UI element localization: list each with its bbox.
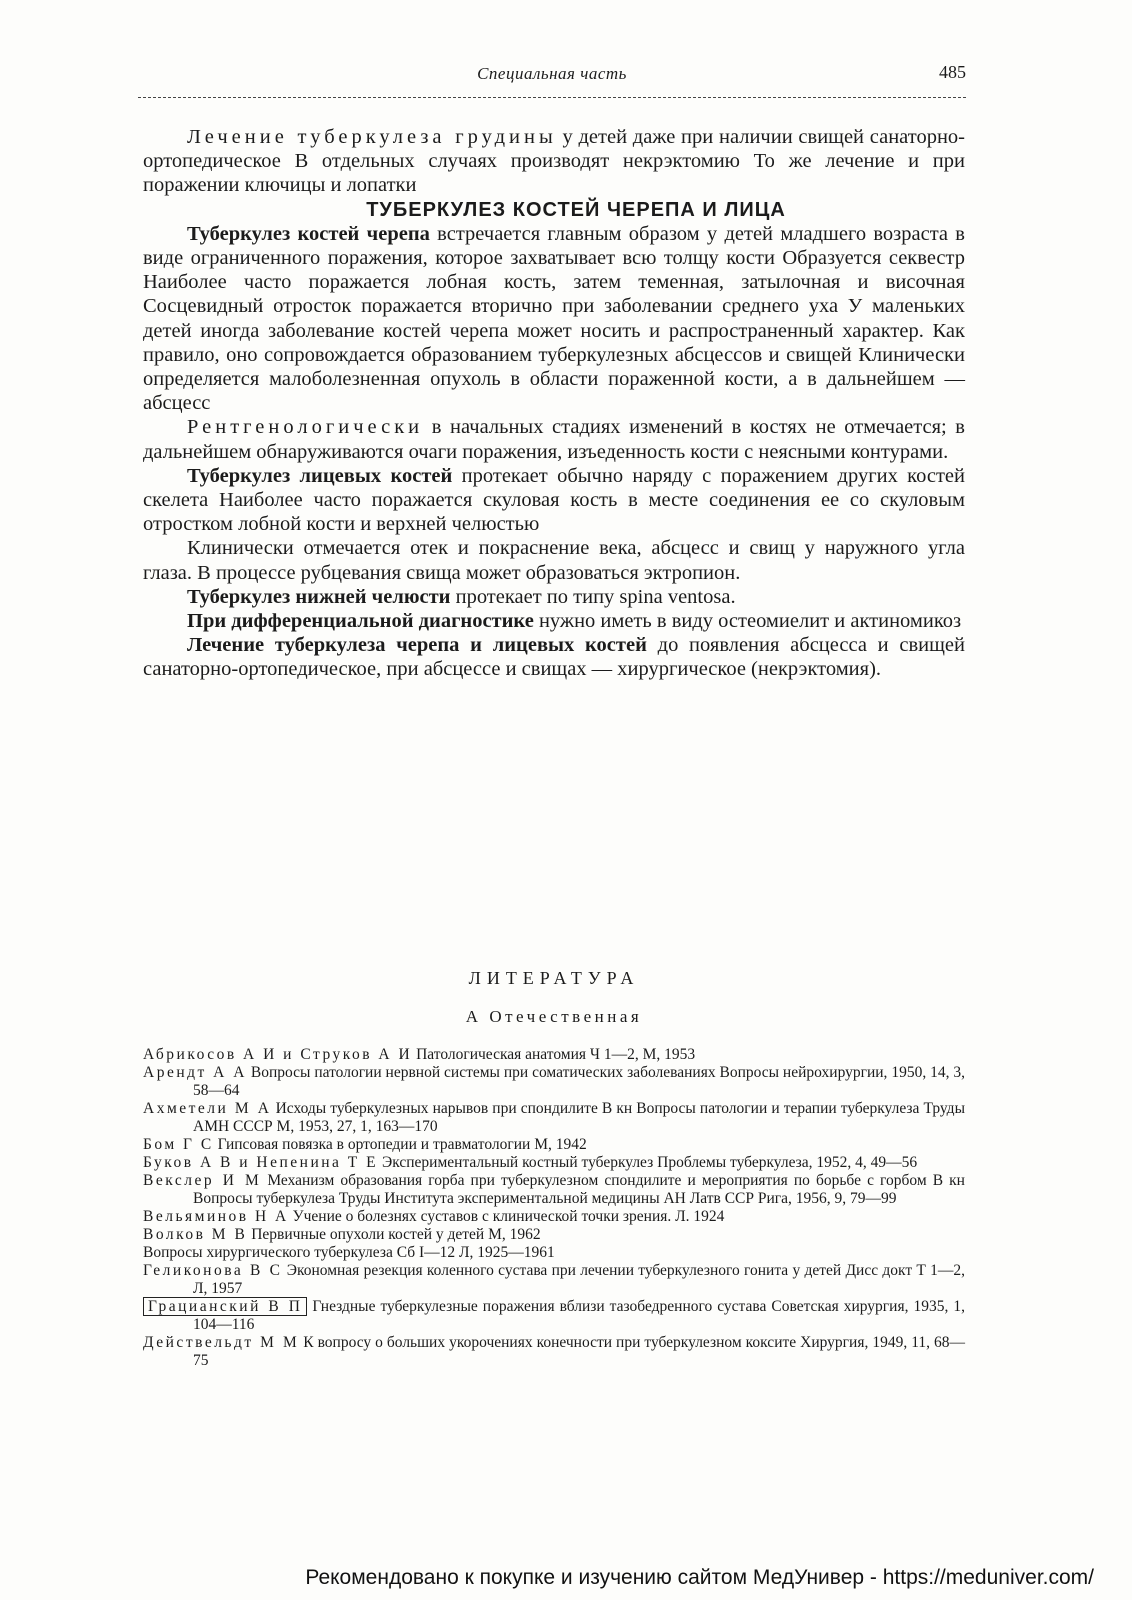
running-title: Специальная часть xyxy=(477,64,627,83)
reference-item xyxy=(143,1244,965,1262)
reference-author: Векслер И М xyxy=(143,1172,262,1189)
paragraph-skull xyxy=(143,222,965,416)
reference-item xyxy=(143,1334,965,1370)
spaced-lead: Лечение туберкулеза грудины xyxy=(187,126,557,148)
reference-item xyxy=(143,1136,965,1154)
reference-list xyxy=(143,1046,965,1370)
reference-item xyxy=(143,1208,965,1226)
paragraph-clinical xyxy=(143,536,965,584)
reference-author: Действельдт М М xyxy=(143,1334,300,1351)
literature-subtitle: А Отечественная xyxy=(465,1007,643,1026)
bold-term: При дифференциальной диагностике xyxy=(187,610,534,633)
header-rule xyxy=(138,97,966,98)
page-header xyxy=(138,62,966,92)
reference-item xyxy=(143,1154,965,1172)
reference-item xyxy=(143,1172,965,1208)
reference-text: Исходы туберкулезных нарывов при спондилите В кн Вопросы патологии и терапии туберкулеза Труды АМН СССР М, 1953, 27, 1, 163—170 xyxy=(193,1100,965,1135)
intro-paragraph xyxy=(143,125,965,198)
reference-author: Бом Г С xyxy=(143,1136,214,1153)
reference-item xyxy=(143,1046,965,1064)
paragraph-text: у детей даже при наличии свищей санаторно-ортопедическое В отдельных случаях производят некрэктомию То же лечение и при поражении ключицы и лопатки xyxy=(143,126,965,197)
paragraph-treatment xyxy=(143,633,965,681)
reference-text: Вопросы хирургического туберкулеза Сб I—12 Л, 1925—1961 xyxy=(143,1244,555,1261)
bold-term: Туберкулез костей черепа xyxy=(187,222,430,245)
reference-author: Арендт А А xyxy=(143,1064,247,1081)
reference-text: Гипсовая повязка в ортопедии и травматологии М, 1942 xyxy=(213,1136,587,1153)
reference-author: Абрикосов А И и Струков А И xyxy=(143,1046,413,1063)
reference-item xyxy=(143,1100,965,1136)
reference-author: Буков А В и Непенина Т Е xyxy=(143,1154,379,1171)
bold-term: Лечение туберкулеза черепа и лицевых костей xyxy=(187,634,647,657)
paragraph-text: до появления абсцесса и свищей санаторно-ортопедическое, при абсцессе и свищах — хирургическое (некрэктомия). xyxy=(143,634,965,681)
bold-term: Туберкулез нижней челюсти xyxy=(187,585,451,608)
reference-text: Патологическая анатомия Ч 1—2, М, 1953 xyxy=(412,1046,696,1063)
paragraph-text: нужно иметь в виду остеомиелит и актиномикоз xyxy=(533,610,962,633)
paragraph-text: протекает обычно наряду с поражением других костей скелета Наиболее часто поражается скуловая кость в месте соединения ее со скуловым отростком лобной кости и верхней челюстью xyxy=(143,464,965,536)
paragraph-mandible xyxy=(143,585,965,609)
reference-text: Учение о болезнях суставов с клинической точки зрения. Л. 1924 xyxy=(288,1208,725,1225)
reference-author: Волков М В xyxy=(143,1226,248,1243)
reference-text: Первичные опухоли костей у детей М, 1962 xyxy=(247,1226,541,1243)
paragraph-text: в начальных стадиях изменений в костях не отмечается; в дальнейшем обнаруживаются очаги поражения, изъеденность кости с неясными контурами. xyxy=(143,416,965,463)
paragraph-differential xyxy=(143,609,965,633)
reference-item xyxy=(143,1262,965,1298)
section-title: ТУБЕРКУЛЕЗ КОСТЕЙ ЧЕРЕПА И ЛИЦА xyxy=(366,198,786,221)
reference-author-boxed: Грацианский В П xyxy=(143,1297,307,1316)
reference-item xyxy=(143,1298,965,1334)
bold-term: Туберкулез лицевых костей xyxy=(187,464,453,487)
literature-title: ЛИТЕРАТУРА xyxy=(468,968,640,988)
paragraph-xray xyxy=(143,415,965,463)
footer-link-text[interactable]: Рекомендовано к покупке и изучению сайтом МедУнивер - https://meduniver.com/ xyxy=(305,1566,1094,1589)
reference-text: Экономная резекция коленного сустава при лечении туберкулезного гонита у детей Дисс докт Т 1—2, Л, 1957 xyxy=(193,1262,965,1297)
reference-text: Гнездные туберкулезные поражения вблизи тазобедренного сустава Советская хирургия, 1935, 1, 104—116 xyxy=(193,1298,965,1333)
paragraph-text: встречается главным образом у детей младшего возраста в виде ограниченного поражения, которое захватывает всю толщу кости Образуется секвестр Наиболее часто поражается лобная кость, затем теменная, затылочная и височная Сосцевидный отросток поражается вторично при заболевании среднего уха У маленьких детей иногда заболевание костей черепа может носить и распространенный характер. Как правило, оно сопровождается образованием туберкулезных абсцессов и свищей Клинически определяется малоболезненная опухоль в области пораженной кости, а в дальнейшем — абсцесс xyxy=(143,222,965,415)
reference-item xyxy=(143,1064,965,1100)
reference-author: Геликонова В С xyxy=(143,1262,283,1279)
reference-item xyxy=(143,1226,965,1244)
reference-text: Экспериментальный костный туберкулез Проблемы туберкулеза, 1952, 4, 49—56 xyxy=(378,1154,918,1171)
reference-author: Ахметели М А xyxy=(143,1100,272,1117)
reference-text: Механизм образования горба при туберкулезном спондилите и мероприятия по борьбе с горбом В кн Вопросы туберкулеза Труды Института экспериментальной медицины АН Латв ССР Рига, 1956, 9, 79—99 xyxy=(193,1172,965,1207)
paragraph-text: Клинически отмечается отек и покраснение века, абсцесс и свищ у наружного угла глаза. В процессе рубцевания свища может образоваться эктропион. xyxy=(143,537,965,584)
spaced-lead: Рентгенологически xyxy=(187,416,424,439)
reference-text: Вопросы патологии нервной системы при соматических заболеваниях Вопросы нейрохирургии, 1950, 14, 3, 58—64 xyxy=(193,1064,965,1099)
paragraph-facial xyxy=(143,464,965,537)
page-number: 485 xyxy=(939,62,966,82)
paragraph-text: протекает по типу spina ventosa. xyxy=(450,585,736,608)
reference-author: Вельяминов Н А xyxy=(143,1208,289,1225)
reference-text: К вопросу о больших укорочениях конечности при туберкулезном коксите Хирургия, 1949, 11, 68—75 xyxy=(193,1334,965,1369)
body-text xyxy=(143,125,965,682)
